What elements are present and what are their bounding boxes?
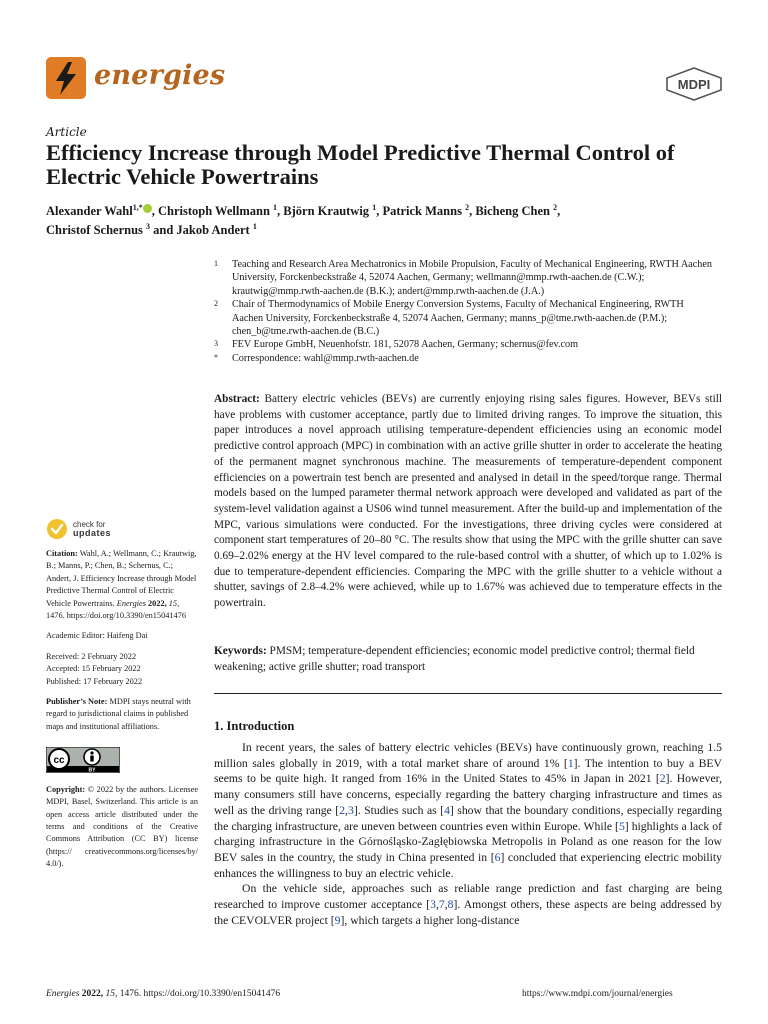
footer-journal-url[interactable]: https://www.mdpi.com/journal/energies	[522, 989, 673, 999]
author-affiliation-mark: 1	[273, 203, 278, 212]
dates-block	[46, 651, 198, 688]
affiliation-number: 1	[214, 259, 218, 268]
copyright-label: Copyright:	[46, 784, 86, 794]
publisher-note-label: Publisher’s Note:	[46, 697, 108, 707]
reference-link[interactable]: 9	[334, 913, 341, 927]
check-updates-icon	[46, 518, 68, 540]
reference-link[interactable]: 1	[567, 756, 574, 770]
affiliation-number: 3	[214, 339, 218, 349]
affiliation-item	[214, 352, 714, 365]
affiliations	[214, 258, 714, 365]
section-heading-introduction: 1. Introduction	[214, 719, 295, 733]
svg-text:cc: cc	[53, 755, 65, 767]
citation-volume: 15,	[168, 598, 180, 608]
reference-link[interactable]: 3	[347, 803, 354, 817]
author-name[interactable]: Alexander Wahl	[46, 204, 133, 219]
author-name[interactable]: Patrick Manns	[382, 204, 462, 219]
reference-link[interactable]: 7	[438, 898, 445, 912]
author-name[interactable]: Björn Krautwig	[283, 204, 370, 219]
check-updates-line2: updates	[73, 528, 112, 538]
citation-year: 2022,	[148, 598, 167, 608]
keywords-label: Keywords:	[214, 645, 267, 657]
paper-title: Efficiency Increase through Model Predictive Thermal Control of Electric Vehicle Powertrains	[46, 140, 675, 189]
journal-logo-icon	[46, 57, 86, 99]
check-for-updates-button[interactable]	[46, 518, 198, 540]
publisher-note-text: MDPI stays neutral with regard to jurisdictional claims in published maps and institutional affiliations.	[46, 697, 191, 731]
copyright-text: © 2022 by the authors. Licensee MDPI, Basel, Switzerland. This article is an open access article distributed under the terms and conditions of the Creative Commons Attribution (CC BY) license (https:// creativecommons.org/licenses/by/ 4.0/).	[46, 784, 199, 869]
author-affiliation-mark: 1	[372, 203, 377, 212]
accepted-date: Accepted: 15 February 2022	[46, 664, 141, 674]
author-affiliation-mark: 2	[465, 203, 470, 212]
affiliation-item	[214, 298, 714, 338]
mdpi-logo-icon	[666, 67, 722, 101]
publisher-note	[46, 696, 198, 733]
footer-doi[interactable]: 1476. https://doi.org/10.3390/en15041476	[119, 989, 281, 999]
affiliation-number: 2	[214, 299, 218, 309]
author-affiliation-mark: 3	[146, 222, 151, 232]
citation-text: Wahl, A.; Wellmann, C.; Krautwig, B.; Manns, P.; Chen, B.; Schernus, C.; Andert, J. Efficiency Increase through Model Predictive Thermal Control of Electric Vehicle Powertrains.	[46, 549, 197, 608]
footer-volume: 15,	[105, 989, 118, 999]
publisher-name: MDPI	[677, 77, 711, 92]
check-updates-text	[73, 520, 111, 538]
reference-link[interactable]: 6	[494, 850, 501, 864]
affiliation-number: *	[214, 352, 218, 362]
abstract	[214, 392, 722, 612]
author-list: Alexander Wahl$^{1,*}$ , Christoph Wellmann $^1$, Björn Krautwig $^1$, Patrick Manns $^2$, Bicheng Chen $^2$, Christof Schernus $^3$ and Jakob Andert $^1$	[46, 203, 561, 238]
affiliation-text: Correspondence: wahl@mmp.rwth-aachen.de	[232, 352, 419, 364]
reference-link[interactable]: 3	[430, 898, 436, 912]
citation-block	[46, 548, 198, 622]
journal-name: energies	[94, 60, 226, 91]
citation-label: Citation:	[46, 549, 78, 558]
affiliation-text: Chair of Thermodynamics of Mobile Energy Conversion Systems, Faculty of Mechanical Engineering, RWTH Aachen University, Forckenbeckstraße 4, 52074 Aachen, Germany; manns_p@tme.rwth-aachen.de (P.M.); chen_b@tme.rwth-aachen.de (B.C.)	[232, 299, 684, 338]
author-name[interactable]: Bicheng Chen	[475, 204, 550, 219]
paragraph: In recent years, the sales of battery electric vehicles (BEVs) have continuously grown, reaching 1.5 million sales globally in 2019, with a total market share of around 1% [1]. The intention to buy a BEV seems to be quite high. It ranged from 16% in the United States to 45% in Japan in 2021 [2]. However, many consumers still have concerns, especially regarding the battery charging infrastructure and times as well as the driving range [2,3]. Studies such as [4] show that the boundary conditions, especially regarding the charging infrastructure, are uneven between countries even within Europe. While [5] highlights a lack of charging infrastructure in the Górnośląsko-Zagłębiowska Metropolis in Poland as one reason for the low BEV sales in the country, the study in China presented in [6] concluded that experiencing electric mobility enhances the willingness to buy an electric vehicle.	[214, 741, 723, 880]
article-type: Article	[46, 125, 87, 139]
sidebar	[46, 518, 198, 879]
paragraph: On the vehicle side, approaches such as reliable range prediction and fast charging are being researched to improve customer acceptance [3,7,8]. Amongst others, these aspects are being addressed by the CEVOLVER project [9], which targets a higher long-distance	[214, 882, 722, 927]
reference-link[interactable]: 2	[339, 803, 346, 817]
citation-journal: Energies	[116, 598, 146, 608]
cc-by-license-icon[interactable]	[46, 747, 120, 773]
orcid-icon[interactable]	[143, 204, 152, 213]
footer-year: 2022,	[81, 989, 104, 999]
author-affiliation-mark: 2	[553, 203, 558, 212]
author-affiliation-mark: 1	[252, 222, 257, 232]
cc-by-label: BY	[88, 767, 96, 774]
abstract-label: Abstract:	[214, 393, 260, 405]
footer-citation	[46, 989, 280, 999]
reference-link[interactable]: 5	[618, 819, 625, 833]
keywords-text: PMSM; temperature-dependent efficiencies; economic model predictive control; thermal field weakening; active grille shutter; road transport	[214, 645, 695, 673]
reference-link[interactable]: 2	[659, 772, 666, 786]
keywords	[214, 644, 722, 675]
author-name[interactable]: Christof Schernus	[46, 223, 143, 238]
author-name[interactable]: Christoph Wellmann	[157, 204, 270, 219]
affiliation-text: Teaching and Research Area Mechatronics in Mobile Propulsion, Faculty of Mechanical Engineering, RWTH Aachen University, Forckenbeckstraße 4, 52074 Aachen, Germany; wellmann@mmp.rwth-aachen.de (C.W.); krautwig@mmp.rwth-aachen.de (B.K.); andert@mmp.rwth-aachen.de (J.A.)	[232, 259, 712, 297]
introduction-body	[214, 740, 722, 928]
received-date: Received: 2 February 2022	[46, 651, 137, 661]
citation-doi[interactable]: 1476. https://doi.org/10.3390/en15041476	[46, 611, 186, 621]
academic-editor: Academic Editor: Haifeng Dai	[46, 631, 148, 641]
section-divider	[214, 693, 722, 694]
reference-link[interactable]: 4	[444, 803, 450, 817]
footer-journal: Energies	[46, 989, 80, 999]
abstract-text: Battery electric vehicles (BEVs) are currently enjoying rising sales figures. However, BEVs still have problems with customer acceptance, partly due to limited driving ranges. To improve the situation, this paper introduces a novel approach utilising temperature-dependent efficiencies using an economic model predictive control approach (MPC) in combination with an active grille shutter in order to accelerate the heating of the permanent magnet synchronous machine. The measurements of temperature-dependent component efficiencies on a powertrain test bench are presented and analysed in detail in the speed/torque range. Thermal models based on the lumped parameter thermal network approach were developed and validated as part of the system-level validation against a US06 wind tunnel measurement. After the build-up and implementation of the MPC, various simulations were conducted. For the investigations, three driving cycles were considered at component start temperatures of 20–80 °C. The results show that using the MPC with the grille shutter can save 0.69–2.02% energy at the HV level compared to the rule-based control with a shutter, of which up to 1.02% is due to temperature-dependent efficiencies. Comparing the MPC with the grille shutter to a vehicle without a shutter, savings of 2.8–4.2% were achieved, while up to 1.67% was achieved due to temperature effects in the powertrain.	[214, 393, 722, 610]
affiliation-text: FEV Europe GmbH, Neuenhofstr. 181, 52078 Aachen, Germany; schernus@fev.com	[232, 339, 579, 351]
copyright-block	[46, 784, 198, 871]
author-name[interactable]: Jakob Andert	[176, 223, 250, 238]
reference-link[interactable]: 8	[447, 898, 454, 912]
affiliation-item	[214, 338, 714, 351]
author-affiliation-mark: 1,*	[132, 203, 143, 212]
check-updates-line1: check for	[73, 520, 106, 529]
published-date: Published: 17 February 2022	[46, 676, 143, 686]
affiliation-item	[214, 258, 714, 298]
